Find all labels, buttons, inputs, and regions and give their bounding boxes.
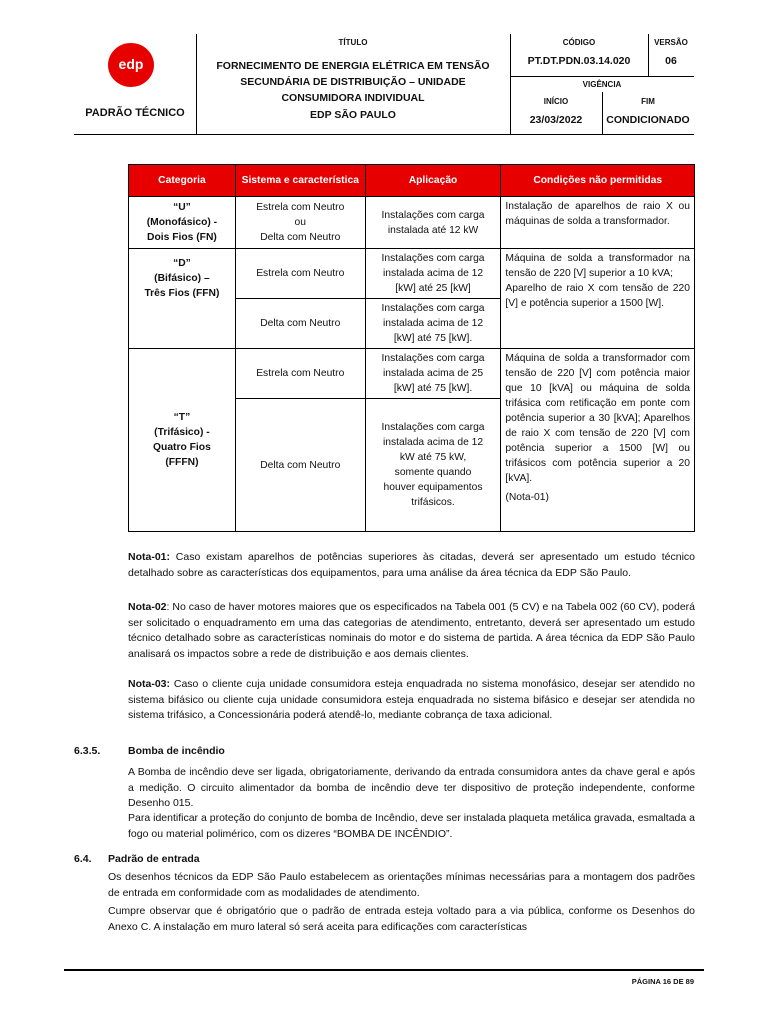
cell-line: [kW] até 25 [kW] <box>395 283 471 294</box>
category-cell <box>129 249 236 349</box>
end-value: CONDICIONADO <box>606 114 690 126</box>
col-header: Aplicação <box>365 165 501 197</box>
table-row <box>129 249 695 299</box>
section-paragraph: Para identificar a proteção do conjunto de bomba de Incêndio, deve ser instalada plaqueta metálica gravada, esmaltada a fogo ou material polimérico, com os dizeres “BOMBA DE INCÊNDIO”. <box>128 812 695 840</box>
start-label: INÍCIO <box>543 97 569 106</box>
note-label: Nota-02 <box>128 601 167 613</box>
note-text: Caso existam aparelhos de potências superiores às citadas, deverá ser apresentado um estudo técnico detalhado sobre as características dos equipamentos, para uma análise da área técnica da EDP São Paulo. <box>128 551 695 579</box>
category-cell <box>129 349 236 532</box>
cell-line: instalada acima de 12 <box>382 268 484 279</box>
doc-title-line: SECUNDÁRIA DE DISTRIBUIÇÃO – UNIDADE <box>240 76 466 88</box>
cell-line: instalada acima de 25 <box>382 368 484 379</box>
note-03 <box>128 677 695 724</box>
cell-line: “D” <box>173 258 191 269</box>
cell-line: kW até 75 kW, <box>399 452 467 463</box>
cell-line: instalada acima de 12 <box>382 437 484 448</box>
cell-line: [kW] até 75 [kW]. <box>393 333 473 344</box>
section-paragraph: Cumpre observar que é obrigatório que o padrão de entrada esteja voltado para a via pública, conforme os Desenhos do Anexo C. A instalação em muro lateral só será aceita para edificações com características <box>108 905 695 933</box>
section-title: Bomba de incêndio <box>128 745 225 757</box>
note-text: Caso o cliente cuja unidade consumidora esteja enquadrada no sistema monofásico, desejar ser atendido no sistema bifásico ou cliente cuja unidade consumidora esteja enquadrada no sistema bifásico e desejar ser atendida no sistema trifásico, a Concessionária poderá atendê-lo, mediante cobrança de taxa adicional. <box>128 678 695 721</box>
system-cell: Estrela com Neutro <box>235 249 365 299</box>
title-label: TÍTULO <box>338 38 368 47</box>
category-table <box>128 164 695 532</box>
table-header-row <box>129 165 695 197</box>
cell-line: [kW] até 75 [kW]. <box>393 383 473 394</box>
cell-line: (FFFN) <box>165 457 199 468</box>
col-header: Condições não permitidas <box>501 165 695 197</box>
cell-line: Delta com Neutro <box>260 232 341 243</box>
section-number: 6.3.5. <box>74 745 101 757</box>
note-label: Nota-01: <box>128 551 171 563</box>
cell-line: Quatro Fios <box>153 442 211 453</box>
svg-text:edp: edp <box>118 56 144 72</box>
application-cell <box>365 197 501 249</box>
conditions-cell <box>501 249 695 349</box>
version-label: VERSÃO <box>654 38 688 47</box>
cell-line: Instalações com carga <box>381 303 485 314</box>
cell-line: instalada acima de 12 <box>382 318 484 329</box>
cell-line: “T” <box>173 412 191 423</box>
cell-line: “U” <box>173 202 191 213</box>
note-02 <box>128 600 695 662</box>
system-cell: Estrela com Neutro <box>235 349 365 399</box>
start-date: 23/03/2022 <box>529 114 583 126</box>
section-paragraph: A Bomba de incêndio deve ser ligada, obrigatoriamente, derivando da entrada consumidora antes da chave geral e após a medição. O circuito alimentador da bomba de incêndio deve ter dispositivo de proteção independente, conforme Desenho 015. <box>128 766 695 809</box>
code-value: PT.DT.PDN.03.14.020 <box>527 55 631 67</box>
cell-line: (Monofásico) - <box>146 217 218 228</box>
application-cell <box>365 399 501 532</box>
note-label: Nota-03: <box>128 678 171 690</box>
cell-line: houver equipamentos <box>383 482 483 493</box>
note-text: : No caso de haver motores maiores que os especificados na Tabela 001 (5 CV) e na Tabela 002 (60 CV), poderá ser solicitado o enquadramento em uma das categorias de atendimento, entretanto, deverá ser apresentado um estudo técnico detalhado sobre as características nominais do motor e do sistema de partida. A área técnica da EDP São Paulo analisará os impactos sobre a rede de distribuição e aos demais clientes. <box>128 601 695 660</box>
conditions-cell: Instalação de aparelhos de raio X ou máquinas de solda a transformador. <box>501 197 695 249</box>
application-cell <box>365 349 501 399</box>
code-label: CÓDIGO <box>562 38 596 47</box>
col-header: Categoria <box>129 165 236 197</box>
page-number: PÁGINA 16 DE 89 <box>631 977 694 986</box>
system-cell: Delta com Neutro <box>235 399 365 532</box>
cell-line: Dois Fios (FN) <box>147 232 217 243</box>
footer-divider <box>64 969 704 971</box>
cell-line: somente quando <box>394 467 472 478</box>
cell-line: (Trifásico) - <box>154 427 210 438</box>
doc-title <box>196 58 510 106</box>
section-title: Padrão de entrada <box>108 853 200 865</box>
table-row <box>129 349 695 399</box>
cell-line: Três Fios (FFN) <box>144 288 220 299</box>
note-reference: (Nota-01) <box>505 492 549 503</box>
version-value: 06 <box>665 55 677 67</box>
section-paragraph: Os desenhos técnicos da EDP São Paulo estabelecem as orientações mínimas necessárias para a montagem dos padrões de entrada em conformidade com as modalidades de atendimento. <box>108 871 695 899</box>
cell-line: Instalações com carga <box>381 422 485 433</box>
cell-line: ou <box>294 217 306 228</box>
system-cell: Delta com Neutro <box>235 299 365 349</box>
category-cell <box>129 197 236 249</box>
cell-line: Estrela com Neutro <box>256 202 345 213</box>
cell-line: trifásicos. <box>411 497 455 508</box>
system-cell <box>235 197 365 249</box>
section-number: 6.4. <box>74 853 92 865</box>
cell-line: Instalações com carga <box>381 353 485 364</box>
cell-line: Máquina de solda a transformador com tensão de 220 [V] com potência maior que 10 [kVA] ou máquina de solda trifásica com retificação em ponte com potência superior a 30 [kVA]; Aparelhos de raio X com tensão de 220 [V] com potência superior a 1500 [W] ou trifásicos com potência superior a 20 [kVA]. <box>505 353 690 484</box>
end-label: FIM <box>641 97 655 106</box>
doc-type: PADRÃO TÉCNICO <box>85 107 185 119</box>
application-cell <box>365 299 501 349</box>
application-cell <box>365 249 501 299</box>
note-01 <box>128 550 695 581</box>
col-header: Sistema e característica <box>235 165 365 197</box>
validity-label: VIGÊNCIA <box>582 80 622 89</box>
cell-line: instalada até 12 kW <box>387 224 479 236</box>
doc-title-line: CONSUMIDORA INDIVIDUAL <box>281 92 425 104</box>
cell-line: Máquina de solda a transformador na tensão de 220 [V] superior a 10 kVA; <box>505 253 690 279</box>
doc-title-line: FORNECIMENTO DE ENERGIA ELÉTRICA EM TENSÃO <box>216 60 490 72</box>
cell-line: Aparelho de raio X com tensão de 220 [V] e potência superior a 1500 [W]. <box>505 283 690 309</box>
cell-line: Instalações com carga <box>381 209 485 221</box>
edp-logo <box>106 40 156 90</box>
table-row <box>129 197 695 249</box>
cell-line: (Bifásico) – <box>154 273 210 284</box>
conditions-cell <box>501 349 695 532</box>
company-name: EDP SÃO PAULO <box>310 109 396 121</box>
cell-line: Instalações com carga <box>381 253 485 264</box>
